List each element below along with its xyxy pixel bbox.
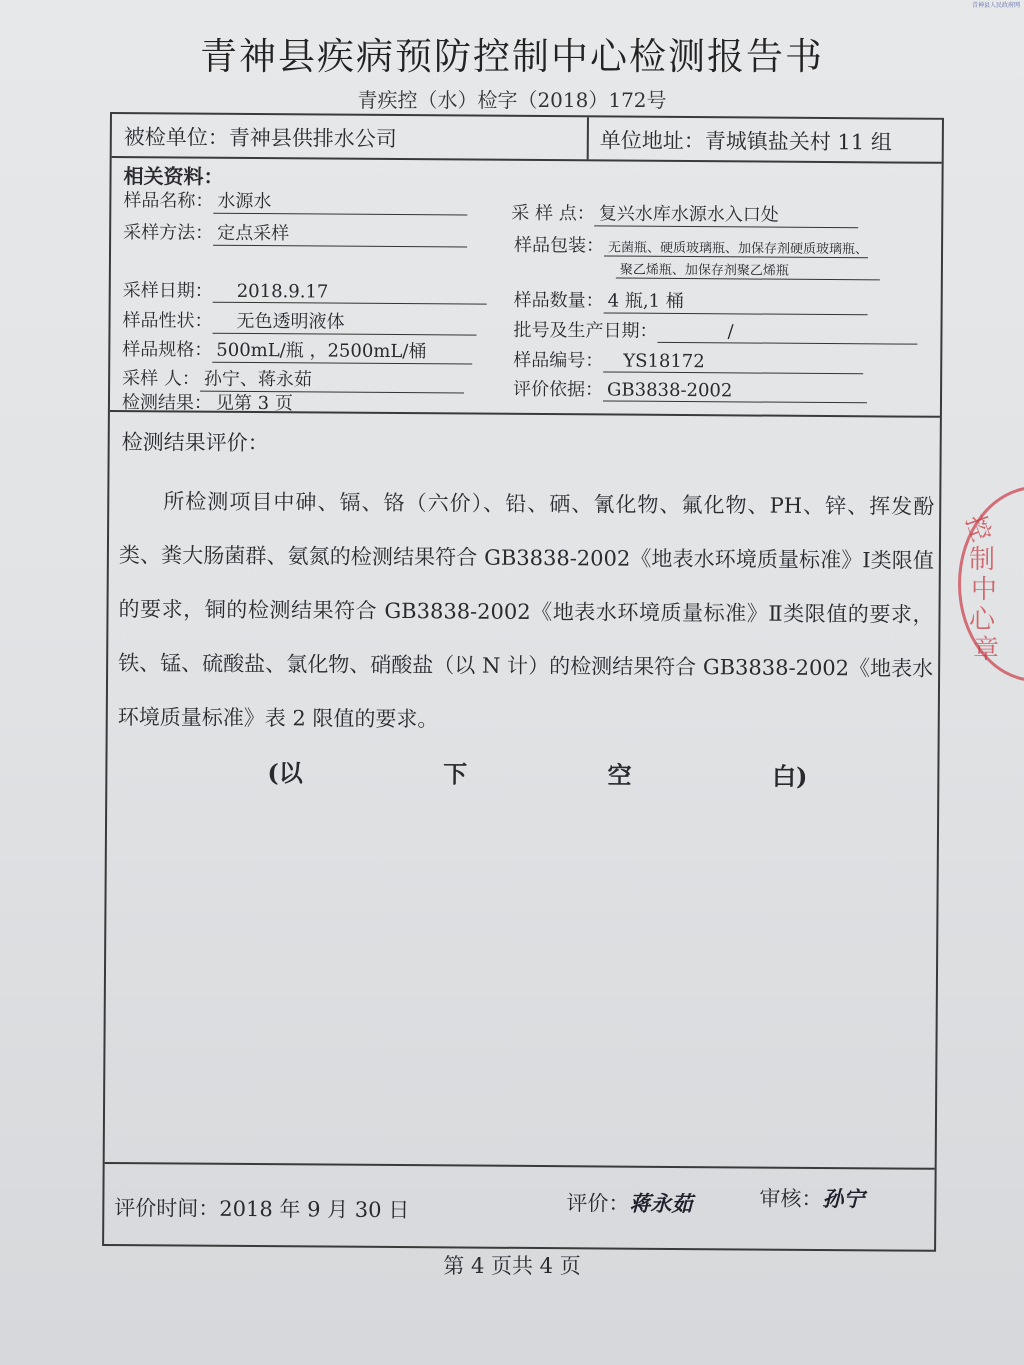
spec-value: 500mL/瓶 ，2500mL/桶 (212, 336, 472, 365)
batch-value: / (657, 321, 917, 345)
seal-char: 章 (973, 635, 1000, 665)
evaluation-time (114, 1192, 409, 1224)
unit-label: 被检单位： (123, 125, 229, 150)
basis-value: GB3838-2002 (603, 379, 867, 403)
field-packaging-cont (616, 258, 880, 281)
field-result (122, 388, 293, 415)
blank-char: 下 (443, 759, 468, 789)
blank-char: (以 (267, 758, 303, 788)
report-title: 青神县疾病预防控制中心检测报告书 (200, 35, 824, 78)
blank-char: 白) (771, 761, 808, 791)
blank-marker (267, 753, 807, 792)
evaluator-label: 评价： (566, 1191, 630, 1216)
seal-char: 中 (971, 575, 998, 605)
official-seal (958, 486, 1024, 682)
report-frame (102, 112, 944, 1252)
address-label: 单位地址： (599, 128, 705, 154)
field-sample-name (123, 186, 467, 215)
inspected-unit (124, 121, 397, 153)
packaging-line1: 无菌瓶、硬质玻璃瓶、加保存剂硬质玻璃瓶、 (604, 236, 868, 258)
field-sampling-point (511, 199, 859, 228)
field-batch (513, 316, 917, 345)
nature-value: 无色透明液体 (212, 307, 476, 336)
packaging-line2: 聚乙烯瓶、加保存剂聚乙烯瓶 (616, 259, 880, 281)
method-value: 定点采样 (213, 219, 467, 248)
packaging-label: 样品包装： (514, 234, 605, 257)
evaluator (566, 1187, 692, 1218)
field-sampling-method (123, 218, 467, 247)
field-packaging (514, 231, 868, 259)
seal-char: 心 (969, 605, 996, 635)
method-label: 采样方法： (123, 222, 214, 244)
related-info-section (110, 158, 942, 418)
reviewer-signature: 孙宁 (822, 1187, 865, 1212)
basis-label: 评价依据： (513, 378, 604, 401)
sample-name-value: 水源水 (213, 187, 467, 216)
sampling-point-value: 复兴水库水源水入口处 (595, 199, 859, 228)
document-number: 青疾控（水）检字（2018）172号 (357, 88, 667, 112)
date-label: 采样日期： (122, 280, 213, 302)
field-sample-number (513, 346, 863, 374)
unit-row (112, 114, 942, 164)
unit-value: 青神县供排水公司 (228, 125, 397, 152)
evaluator-signature: 蒋永茹 (629, 1191, 693, 1217)
reviewer-label: 审核： (759, 1186, 823, 1211)
nature-label: 样品性状： (122, 310, 213, 332)
time-value: 2018 年 9 月 30 日 (219, 1196, 410, 1223)
info-heading: 相关资料： (123, 164, 224, 189)
date-value: 2018.9.17 (213, 281, 487, 305)
batch-label: 批号及生产日期： (513, 319, 658, 342)
evaluation-text: 所检测项目中砷、镉、铬（六价）、铅、硒、氰化物、氟化物、PH、锌、挥发酚类、粪大肠菌群、氨氮的检测结果符合 GB3838-2002《地表水环境质量标准》Ⅰ类限值的要求，铜的检测结果符合 GB3838-2002《地表水环境质量标准》Ⅱ类限值的要求，铁、锰、硫酸盐、氯化物、硝酸盐（以 N 计）的检测结果符合 GB3838-2002《地表水环境质量标准》表 2 限值的要求。 (117, 489, 935, 732)
evaluation-section (105, 412, 940, 1170)
unit-address (600, 124, 892, 156)
result-value: 见第 3 页 (215, 392, 293, 415)
signature-row (104, 1162, 935, 1248)
blank-char: 空 (607, 760, 632, 790)
quantity-value: 4 瓶,1 桶 (604, 286, 868, 315)
field-basis (513, 375, 867, 403)
site-watermark: 青神县人民政府网 (971, 2, 1020, 9)
reviewer (759, 1183, 864, 1214)
evaluation-heading: 检测结果评价： (121, 430, 269, 456)
seal-char: 制 (969, 545, 996, 575)
result-label: 检测结果： (121, 392, 213, 414)
seal-char: 控 (959, 511, 997, 546)
field-sampling-date (123, 276, 487, 305)
time-label: 评价时间： (114, 1196, 220, 1221)
quantity-label: 样品数量： (513, 289, 604, 312)
field-nature (122, 306, 476, 335)
page-number: 第 4 页共 4 页 (443, 1254, 581, 1278)
field-spec (122, 335, 472, 364)
sampling-point-label: 采 样 点： (511, 202, 595, 225)
sampler-value: 孙宁、蒋永茹 (200, 365, 464, 394)
unit-divider (587, 117, 589, 159)
sampler-label: 采样 人： (122, 368, 200, 390)
sample-no-value: YS18172 (603, 350, 863, 374)
sample-no-label: 样品编号： (513, 349, 604, 372)
address-value: 青城镇盐关村 11 组 (704, 129, 892, 155)
spec-label: 样品规格： (122, 339, 213, 361)
field-quantity (514, 286, 868, 315)
sample-name-label: 样品名称： (123, 190, 214, 212)
